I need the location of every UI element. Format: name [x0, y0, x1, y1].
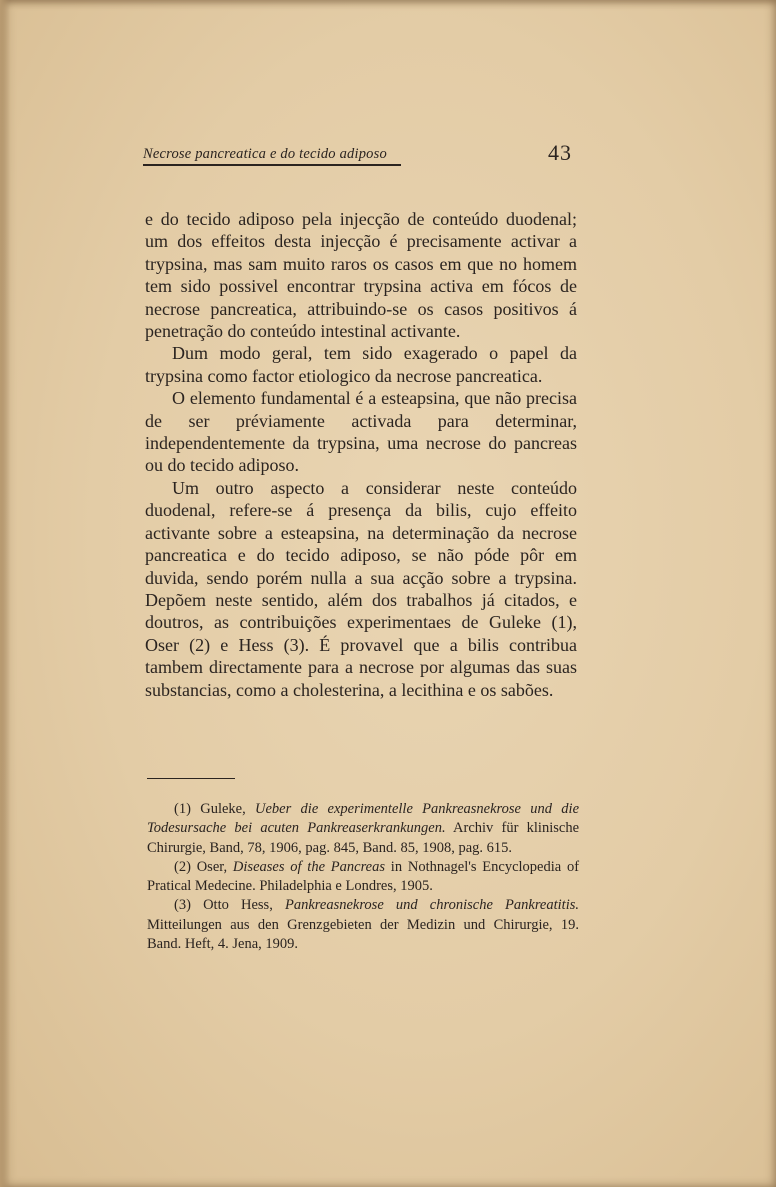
footnote-title: Ueber die experimentelle Pankreasnekrose und die Todesursache bei acuten Pankreaserkrankungen.	[147, 801, 580, 837]
header-rule	[143, 164, 401, 166]
body-text	[145, 208, 577, 701]
running-title: Necrose pancreatica e do tecido adiposo	[143, 146, 387, 162]
page-binding-shadow	[0, 0, 10, 1187]
paragraph: Dum modo geral, tem sido exagerado o papel da trypsina como factor etiologico da necrose pancreatica.	[145, 343, 577, 386]
footnote	[147, 896, 579, 954]
footnote-mark: (3)	[174, 897, 191, 914]
footnote-title: Diseases of the Pancreas	[232, 858, 386, 875]
page-number: 43	[548, 140, 572, 165]
footnote	[147, 858, 579, 897]
paragraph: O elemento fundamental é a esteapsina, que não precisa de ser préviamente activada para determinar, independentemente da trypsina, uma necrose do pancreas ou do tecido adiposo.	[145, 388, 577, 476]
footnotes	[147, 800, 579, 954]
footnote-details: Mitteilungen aus den Grenzgebieten der Medizin und Chirurgie, 19. Band. Heft, 4. Jena, 1909.	[147, 916, 579, 953]
paragraph: e do tecido adiposo pela injecção de conteúdo duodenal; um dos effeitos desta injecção é precisamente activar a trypsina, mas sam muito raros os casos em que no homem tem sido possivel encontrar trypsina activa em fócos de necrose pancreatica, attribuindo-se os casos positivos á penetração do conteúdo intestinal activante.	[145, 209, 577, 342]
paragraph: Um outro aspecto a considerar neste conteúdo duodenal, refere-se á presença da bilis, cujo effeito activante sobre a esteapsina, na determinação da necrose pancreatica e do tecido adiposo, se não póde pôr em duvida, sendo porém nulla a sua acção sobre a trypsina. Depõem neste sentido, além dos trabalhos já citados, e doutros, as contribuições experimentaes de Guleke (1), Oser (2) e Hess (3). É provavel que a bilis contribua tambem directamente para a necrose por algumas das suas substancias, como a cholesterina, a lecithina e os sabões.	[145, 477, 577, 700]
footnote-mark: (1)	[174, 801, 191, 817]
footnote-author: Oser,	[196, 858, 228, 875]
footnote-details: in Nothnagel's Encyclopedia of Pratical Medecine. Philadelphia e Londres, 1905.	[147, 858, 580, 895]
footnote-details: Archiv für klinische Chirurgie, Band, 78, 1906, pag. 845, Band. 85, 1908, pag. 615.	[147, 820, 580, 856]
footnote-title: Pankreasnekrose und chronische Pankreatitis.	[284, 897, 580, 914]
footnote	[147, 800, 579, 858]
footnote-author: Guleke,	[200, 801, 246, 817]
footnote-mark: (2)	[174, 858, 191, 875]
footnote-author: Otto Hess,	[203, 897, 273, 914]
footnote-rule	[147, 778, 235, 779]
page-header	[143, 140, 583, 180]
